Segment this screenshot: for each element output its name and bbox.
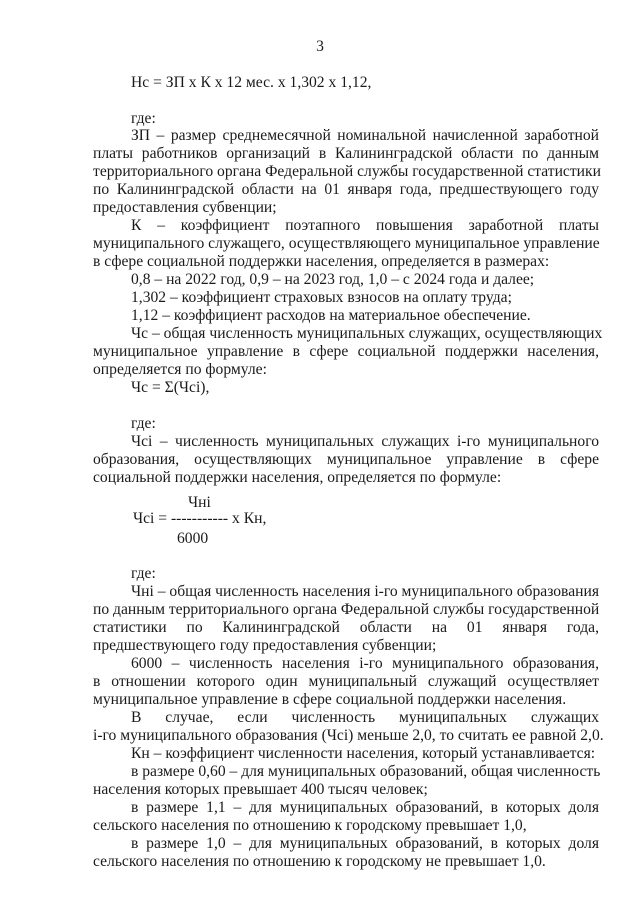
kn060-line-1: в размере 0,60 – для муниципальных образований, общая численность	[131, 763, 601, 780]
formula-chs: Чс = Σ(Чсi),	[131, 379, 210, 396]
n6000-line-1: 6000 – численность населения i-го муниципального образования,	[131, 655, 599, 672]
zp-line-5: предоставления субвенции;	[93, 199, 277, 216]
case-line-2: i-го муниципального образования (Чсi) меньше 2,0, то считать ее равной 2,0.	[93, 727, 604, 744]
zp-line-3: территориального органа Федеральной службы государственной статистики	[93, 163, 601, 180]
formula-nc: Нс = ЗП х К х 12 мес. х 1,302 х 1,12,	[131, 74, 372, 91]
coef-112: 1,12 – коэффициент расходов на материальное обеспечение.	[131, 307, 531, 324]
fraction-numerator: Чнi	[188, 494, 211, 511]
where-label-2: где:	[131, 415, 156, 432]
kn10-line-1: в размере 1,0 – для муниципальных образований, в которых доля	[131, 835, 599, 852]
zp-line-4: по Калининградской области на 01 января года, предшествующего году	[93, 181, 599, 198]
fraction-denominator: 6000	[177, 530, 209, 547]
kn10-line-2: сельского населения по отношению к городскому не превышает 1,0.	[93, 853, 546, 870]
chni-line-1: Чнi – общая численность населения i-го муниципального образования	[131, 583, 600, 600]
where-label: где:	[131, 110, 156, 127]
chsi-line-2: образования, осуществляющих муниципальное управление в сфере	[93, 451, 599, 468]
k-line-1: К – коэффициент поэтапного повышения заработной платы	[131, 217, 599, 234]
chsi-line-3: социальной поддержки населения, определяется по формуле:	[93, 469, 502, 486]
k-line-3: в сфере социальной поддержки населения, определяется в размерах:	[93, 253, 550, 270]
zp-line-2: платы работников организаций в Калининградской области по данным	[93, 145, 599, 162]
where-label-3: где:	[131, 565, 156, 582]
chni-line-2: по данным территориального органа Федеральной службы государственной	[93, 601, 600, 618]
chs-line-1: Чс – общая численность муниципальных служащих, осуществляющих	[131, 325, 603, 342]
k-line-2: муниципального служащего, осуществляющего муниципальное управление	[93, 235, 600, 252]
n6000-line-2: в отношении которого один муниципальный служащий осуществляет	[93, 673, 599, 690]
chs-line-2: муниципальное управление в сфере социальной поддержки населения,	[93, 343, 599, 360]
coef-1302: 1,302 – коэффициент страховых взносов на оплату труда;	[131, 289, 512, 306]
kn11-line-1: в размере 1,1 – для муниципальных образований, в которых доля	[131, 799, 599, 816]
kn11-line-2: сельского населения по отношению к городскому превышает 1,0,	[93, 817, 527, 834]
kn060-line-2: населения которых превышает 400 тысяч человек;	[93, 781, 428, 798]
chni-line-4: предшествующего году предоставления субвенции;	[93, 637, 437, 654]
k-values: 0,8 – на 2022 год, 0,9 – на 2023 год, 1,0 – с 2024 года и далее;	[131, 271, 535, 288]
case-line-1: В случае, если численность муниципальных служащих	[131, 709, 599, 726]
chsi-line-1: Чсi – численность муниципальных служащих i-го муниципального	[131, 433, 599, 450]
zp-line-1: ЗП – размер среднемесячной номинальной начисленной заработной	[131, 127, 599, 144]
fraction-formula: Чсi = ----------- х Кн,	[133, 510, 267, 527]
page-number: 3	[316, 38, 324, 55]
chs-line-3: определяется по формуле:	[93, 361, 267, 378]
n6000-line-3: муниципальное управление в сфере социальной поддержки населения.	[93, 691, 567, 708]
chni-line-3: статистики по Калининградской области на 01 января года,	[93, 619, 599, 636]
kn-intro: Кн – коэффициент численности населения, который устанавливается:	[131, 745, 596, 762]
